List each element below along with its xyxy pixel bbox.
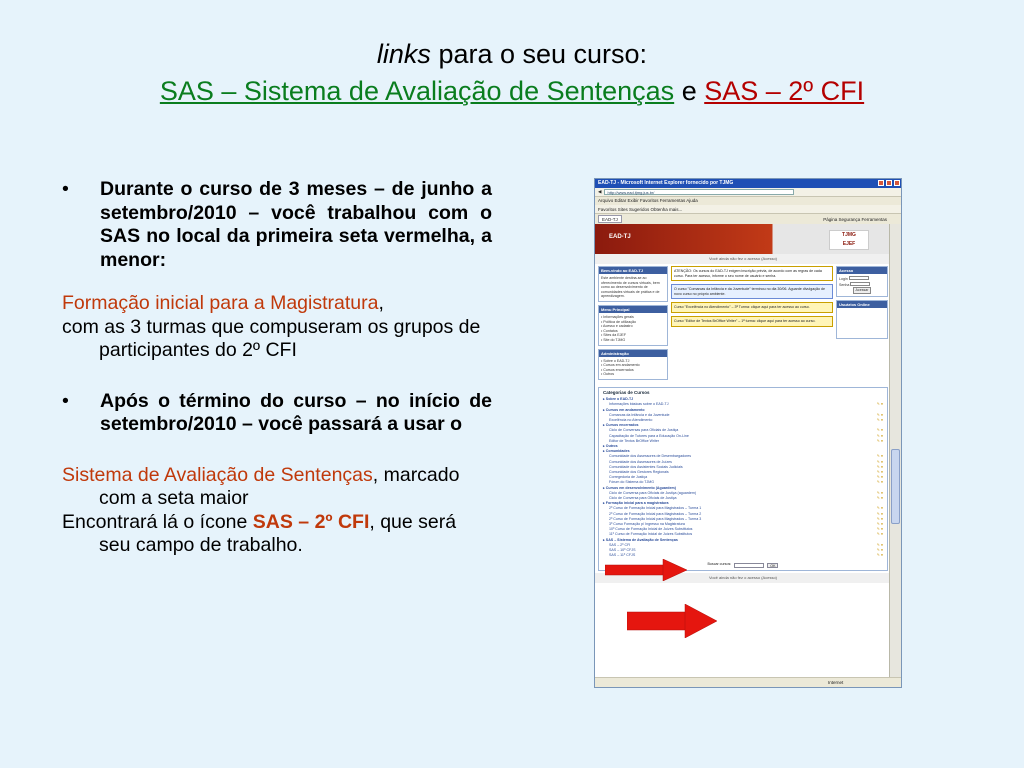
sistema-tail: , marcado com a seta maior	[99, 463, 460, 509]
encontrara-tail: , que será seu campo de trabalho.	[99, 510, 457, 556]
course-info-icon[interactable]: ✎ ●	[876, 532, 883, 537]
main-menu-item[interactable]: • Sites da EJEF	[601, 333, 627, 338]
course-info-icon[interactable]: ✎ ●	[876, 464, 883, 469]
course-link[interactable]: Ciclo de Conversas para Oficiais de Justiça	[609, 428, 679, 433]
course-info-icon[interactable]: ✎ ●	[876, 428, 883, 433]
title-join: e	[674, 76, 705, 106]
course-info-icon[interactable]: ✎ ●	[876, 454, 883, 459]
minimize-icon[interactable]	[878, 180, 884, 186]
ead-notices	[671, 266, 833, 383]
ie-title-bar	[595, 179, 901, 188]
course-link[interactable]: Comunidade dos Assistentes Sociais Judiciais	[609, 464, 683, 469]
login-box	[836, 266, 888, 297]
category-section-label[interactable]: ▸ SAS – Sistema de Avaliação de Sentenças	[603, 537, 678, 542]
ead-right-column	[836, 266, 888, 383]
course-link[interactable]: Informações básicas sobre o EAD-TJ	[609, 402, 669, 407]
status-bar	[595, 677, 902, 687]
course-link[interactable]: Capacitação de Tutores para a Educação On-Line	[609, 433, 689, 438]
admin-item[interactable]: • Cursos encerrados	[601, 367, 634, 372]
login-status: Você ainda não fez o acesso (Acesso)	[595, 254, 891, 264]
course-info-icon[interactable]: ✎ ●	[876, 469, 883, 474]
course-info-icon[interactable]: ✎ ●	[876, 511, 883, 516]
course-info-icon[interactable]: ✎ ●	[876, 417, 883, 422]
large-red-arrow	[627, 604, 717, 638]
maximize-icon[interactable]	[886, 180, 892, 186]
sas-2cfi-text: SAS – 2º CFI	[252, 510, 370, 533]
bullet-1	[62, 178, 492, 272]
course-link[interactable]: Comunidade dos Assessores de Juízes	[609, 459, 672, 464]
course-info-icon[interactable]: ✎ ●	[876, 459, 883, 464]
tjmg-logo	[829, 230, 869, 250]
title-line-2	[0, 73, 1024, 110]
search-input[interactable]	[734, 563, 764, 568]
admin-list	[599, 357, 667, 379]
left-text-column	[62, 178, 492, 558]
course-info-icon[interactable]: ✎ ●	[876, 490, 883, 495]
online-users-body	[837, 308, 887, 338]
ead-header	[595, 224, 891, 254]
login-button[interactable]: Acessar	[853, 287, 872, 294]
tab-ead-tj[interactable]: EAD-TJ	[598, 215, 622, 223]
course-info-icon[interactable]: ✎ ●	[876, 475, 883, 480]
bullet-dot: •	[62, 389, 69, 412]
welcome-box	[598, 266, 668, 302]
bullet-1-text: Durante o curso de 3 meses – de junho a setembro/2010 – você trabalhou com o SAS no local da primeira seta vermelha, a menor:	[100, 178, 492, 271]
search-button[interactable]: OK	[767, 563, 778, 568]
main-menu-item[interactable]: • Site do TJMG	[601, 337, 626, 342]
category-section-label[interactable]: ▸ Cursos em desenvolvimento (Aguardem)	[603, 485, 676, 490]
ead-header-label: EAD-TJ	[609, 234, 631, 240]
course-info-icon[interactable]: ✎ ●	[876, 438, 883, 443]
category-list	[603, 397, 883, 558]
admin-heading: Administração	[599, 350, 667, 357]
bullet-2-text: Após o término do curso – no início de setembro/2010 – você passará a usar o	[100, 389, 492, 435]
ead-left-column	[598, 266, 668, 383]
paragraph-formacao	[62, 292, 492, 316]
main-menu-item[interactable]: • Política de utilização	[601, 319, 637, 324]
paragraph-sistema	[62, 464, 492, 511]
encontrara-head: Encontrará lá o ícone	[62, 510, 253, 533]
footer-login-status: Você ainda não fez o acesso (Acesso)	[595, 573, 891, 583]
category-section-label[interactable]: ▸ Cursos encerrados	[603, 423, 639, 428]
notice-broffice[interactable]: Curso "Editor de Textos BrOffice Writer" – 1ª turma: clique aqui para ter acesso ao curso.	[671, 316, 833, 327]
course-link[interactable]: Corregedoria de Justiça	[609, 475, 648, 480]
formacao-tail: ,	[378, 292, 384, 314]
course-link[interactable]: Ciclo de Conversa para Oficiais de Justiça	[609, 495, 677, 500]
category-row[interactable]	[603, 553, 883, 558]
course-info-icon[interactable]: ✎ ●	[876, 480, 883, 485]
menu-bar[interactable]: Arquivo Editar Exibir Favoritos Ferramentas Ajuda	[595, 197, 901, 205]
back-icon[interactable]: ◀	[598, 189, 602, 194]
online-users-heading: Usuários Online	[837, 301, 887, 308]
slide-title	[0, 36, 1024, 110]
course-info-icon[interactable]: ✎ ●	[876, 542, 883, 547]
course-categories	[598, 387, 888, 571]
admin-item[interactable]: • Cursos em andamento	[601, 363, 640, 368]
category-section-label[interactable]: ▸ Cursos em andamento	[603, 407, 645, 412]
online-users-box	[836, 300, 888, 339]
course-link[interactable]: 11º Curso de Formação Inicial de Juízes Substitutos	[609, 532, 693, 537]
favorites-bar[interactable]: Favoritos Sites Sugeridos Obtenha mais...	[595, 205, 901, 214]
address-bar	[595, 188, 901, 197]
course-link[interactable]: 2º Curso de Formação Inicial para Magistrados – Turma 1	[609, 506, 702, 511]
course-link[interactable]: Excelência no Atendimento	[609, 417, 653, 422]
login-pass-label: Senha	[839, 282, 850, 287]
course-info-icon[interactable]: ✎ ●	[876, 516, 883, 521]
scrollbar-thumb[interactable]	[891, 449, 900, 524]
course-info-icon[interactable]: ✎ ●	[876, 402, 883, 407]
tab-bar	[595, 214, 901, 224]
paragraph-turmas: com as 3 turmas que compuseram os grupos de participantes do 2º CFI	[62, 315, 481, 361]
course-info-icon[interactable]: ✎ ●	[876, 553, 883, 558]
sistema-avaliacao-text: Sistema de Avaliação de Sentenças	[62, 463, 373, 486]
course-link[interactable]: Comunidade dos Assessores de Desembargadores	[609, 454, 692, 459]
category-section-label[interactable]: ▸ Comunidades	[603, 449, 630, 454]
main-menu-box	[598, 305, 668, 346]
login-pass-input[interactable]	[850, 282, 870, 286]
title-line1-rest: para o seu curso:	[430, 39, 648, 69]
course-link[interactable]: Ciclo de Conversa para Oficiais de Justiça (aguardem)	[609, 490, 697, 495]
course-info-icon[interactable]: ✎ ●	[876, 412, 883, 417]
notice-attention: ATENÇÃO: Os cursos do EAD-TJ exigem inscrição prévia, de acordo com as regras de cada curso. Para ter acesso, informe o seu nome de usuário e senha.	[671, 266, 833, 281]
course-link[interactable]: 2º Curso de Formação Inicial para Magistrados – Turma 2	[609, 511, 702, 516]
bullet-dot: •	[62, 178, 69, 200]
main-menu-list	[599, 313, 667, 345]
notice-comarcas: O curso "Comarcas da Infância e da Juventude" terminou no dia 30/06. Aguarde divulgação de novo curso no próprio ambiente.	[671, 284, 833, 299]
course-link[interactable]: Comunidade dos Gestores Regionais	[609, 469, 669, 474]
search-label: Buscar cursos:	[707, 562, 732, 567]
admin-item[interactable]: • Sobre o EAD-TJ	[601, 358, 630, 363]
login-form	[837, 274, 887, 296]
course-info-icon[interactable]: ✎ ●	[876, 433, 883, 438]
categories-title: Categorias de Cursos	[603, 389, 650, 395]
login-heading: Acesso	[837, 267, 887, 274]
course-link[interactable]: SAS – 2º CFI	[609, 542, 631, 547]
login-user-label: Login	[839, 277, 848, 281]
formacao-inicial-text: Formação inicial para a Magistratura	[62, 292, 379, 314]
course-link[interactable]: Comarcas da Infância e da Juventude	[609, 412, 670, 417]
category-section-label[interactable]: ▸ Outros	[603, 443, 618, 448]
course-link[interactable]: 2º Curso de Formação Inicial para Magistrados – Turma 3	[609, 516, 702, 521]
category-section-label[interactable]: ▸ Formação inicial para a magistratura	[603, 501, 669, 506]
category-section-label[interactable]: ▸ Sobre o EAD-TJ	[603, 397, 634, 402]
close-icon[interactable]	[894, 180, 900, 186]
welcome-heading: Bem-vindo ao EAD-TJ	[599, 267, 667, 274]
logo-line-1: TJMG	[842, 232, 856, 238]
main-menu-item[interactable]: • Acesso e cadastro	[601, 324, 633, 329]
course-info-icon[interactable]: ✎ ●	[876, 506, 883, 511]
bullet-2	[62, 390, 492, 437]
sas-2cfi-link[interactable]: SAS – 2º CFI	[704, 76, 865, 106]
course-link[interactable]: 10º Curso de Formação Inicial de Juízes Substitutos	[609, 527, 693, 532]
course-info-icon[interactable]: ✎ ●	[876, 495, 883, 500]
paragraph-encontrara	[62, 511, 492, 558]
vertical-scrollbar[interactable]	[889, 224, 901, 679]
course-info-icon[interactable]: ✎ ●	[876, 521, 883, 526]
title-line-1	[0, 36, 1024, 73]
main-menu-item[interactable]: • Contatos	[601, 328, 618, 333]
sas-sistema-link[interactable]: SAS – Sistema de Avaliação de Sentenças	[159, 76, 675, 106]
course-link[interactable]: SAS – 11º CFJS	[609, 553, 636, 558]
course-link[interactable]: 3º Curso Formação p/ Ingresso na Magistratura	[609, 521, 685, 526]
course-info-icon[interactable]: ✎ ●	[876, 548, 883, 552]
admin-item[interactable]: • Outros	[601, 372, 615, 377]
login-user-input[interactable]	[849, 276, 869, 280]
welcome-body: Este ambiente destina-se ao oferecimento de cursos virtuais, bem como ao desenvolvimento de comunidades virtuais de prática e de aprendizagem.	[601, 276, 660, 299]
course-link[interactable]: Editor de Textos BrOffice Writer	[609, 438, 660, 443]
main-menu-heading: Menu Principal	[599, 306, 667, 313]
course-link[interactable]: SAS – 10º CFJS	[609, 548, 636, 552]
status-zone: Internet	[828, 680, 844, 685]
course-link[interactable]: Fórum do Sistema do TJMG	[609, 480, 655, 485]
title-links-word: links	[376, 39, 431, 69]
course-info-icon[interactable]: ✎ ●	[876, 527, 883, 532]
logo-line-2: EJEF	[842, 241, 856, 247]
address-input[interactable]: http://www.ead.tjmg.jus.br/	[604, 189, 794, 195]
small-red-arrow	[605, 559, 667, 581]
notice-excelencia[interactable]: Curso "Excelência no Atendimento" – 3ª Turma: clique aqui para ter acesso ao curso.	[671, 302, 833, 313]
ead-body	[595, 264, 891, 385]
window-title: EAD-TJ - Microsoft Internet Explorer fornecido por TJMG	[598, 180, 734, 186]
admin-box	[598, 349, 668, 380]
main-menu-item[interactable]: • Informações gerais	[601, 314, 634, 319]
command-bar[interactable]: Página Segurança Ferramentas	[823, 216, 887, 222]
